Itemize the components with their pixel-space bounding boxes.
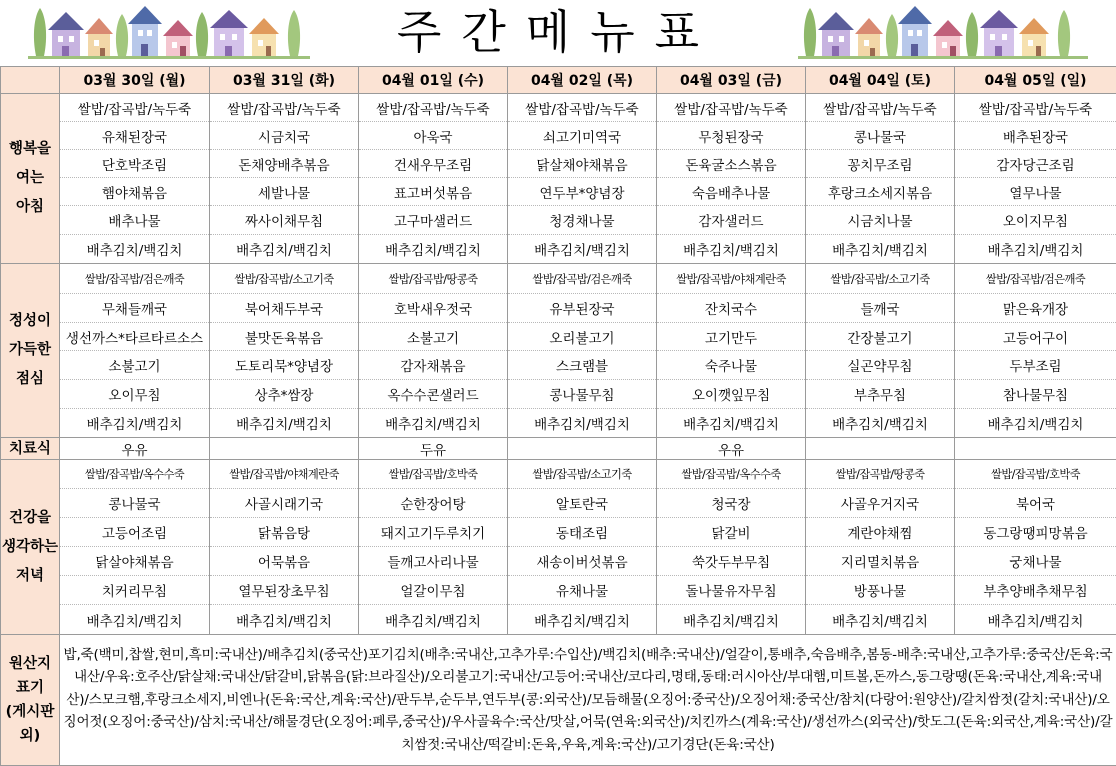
menu-item: 참나물무침 (955, 380, 1116, 409)
menu-item: 쌀밥/잡곡밥/야채계란죽 (657, 264, 806, 294)
menu-item: 쌀밥/잡곡밥/검은깨죽 (60, 264, 210, 294)
dinner-label-line: 생각하는 (1, 533, 59, 562)
menu-item: 오이깻잎무침 (657, 380, 806, 409)
menu-item: 들깨고사리나물 (359, 547, 508, 576)
origin-label (1, 635, 60, 766)
menu-item: 고등어구이 (955, 323, 1116, 351)
lunch-label-line: 가득한 (1, 336, 59, 365)
menu-item: 열무된장초무침 (210, 576, 359, 605)
menu-item: 치커리무침 (60, 576, 210, 605)
dinner-row (1, 518, 1116, 547)
lunch-row (1, 380, 1116, 409)
menu-item: 배추김치/백김치 (210, 605, 359, 635)
therapy-item (806, 438, 955, 460)
menu-item: 숙주나물 (657, 351, 806, 380)
menu-item: 소불고기 (60, 351, 210, 380)
breakfast-row (1, 178, 1116, 206)
lunch-label-line: 점심 (1, 365, 59, 394)
day-header: 04월 01일 (수) (359, 67, 508, 94)
breakfast-row (1, 122, 1116, 150)
menu-item: 햄야채볶음 (60, 178, 210, 206)
therapy-label: 치료식 (1, 438, 60, 460)
therapy-item: 우유 (657, 438, 806, 460)
menu-item: 배추김치/백김치 (508, 605, 657, 635)
village-illustration-right (798, 2, 1088, 62)
breakfast-label (1, 94, 60, 264)
day-header: 04월 05일 (일) (955, 67, 1116, 94)
origin-text: 밥,죽(백미,찹쌀,현미,흑미:국내산)/배추김치(중국산)포기김치(배추:국내산,고추가루:수입산)/백김치(배추:국내산)/얼갈이,통배추,숙음배추,봄동-배추:국내산,고추가루:중국산/돈육:국내산/우육:호주산/닭살채:국내산/닭갈비,닭볶음(닭:브라질산)/오리불고기:국내산/고등어:국내산/코다리,명태,동태:러시아산/부대햄,미트볼,돈까스,동그랑땡(돈육:국내산,계육:국내산)/스모크햄,후랑크소세지,비엔나(돈육:국산,계육:국산)/판두부,순두부,연두부(콩:외국산)/모듬해물(오징어:중국산)/오징어채:중국산/참치(다랑어:원양산)/갈치쌈젓(갈치:국내산)/오징어젓(오징어:중국산)/삼치:국내산/해물경단(오징어:페루,중국산)/우사골육수:국산/맛살,어묵(연육:외국산)/치킨까스(계육:국산)/생선까스(외국산)/핫도그(돈육:외국산,계육:국산)/갈치쌈젓:국내산/떡갈비:돈육,우육,계육:국산)/고기경단(돈육:국산) (60, 635, 1116, 766)
menu-item: 도토리묵*양념장 (210, 351, 359, 380)
menu-item: 부추무침 (806, 380, 955, 409)
menu-item: 얼갈이무침 (359, 576, 508, 605)
menu-item: 콩나물국 (60, 489, 210, 518)
menu-item: 북어국 (955, 489, 1116, 518)
menu-item: 쌀밥/잡곡밥/땅콩죽 (806, 460, 955, 489)
menu-item: 세발나물 (210, 178, 359, 206)
menu-item: 배추김치/백김치 (359, 605, 508, 635)
dinner-row (1, 576, 1116, 605)
menu-item: 쌀밥/잡곡밥/야채계란죽 (210, 460, 359, 489)
lunch-row (1, 264, 1116, 294)
menu-item: 숙음배추나물 (657, 178, 806, 206)
menu-item: 배추김치/백김치 (657, 605, 806, 635)
menu-item: 두부조림 (955, 351, 1116, 380)
menu-item: 감자채볶음 (359, 351, 508, 380)
menu-item: 생선까스*타르타르소스 (60, 323, 210, 351)
breakfast-label-line: 여는 (1, 164, 59, 193)
menu-item: 쇠고기미역국 (508, 122, 657, 150)
header (0, 0, 1116, 66)
breakfast-row (1, 235, 1116, 264)
breakfast-row (1, 206, 1116, 235)
day-header-row (1, 67, 1116, 94)
menu-item: 오리불고기 (508, 323, 657, 351)
menu-item: 유부된장국 (508, 294, 657, 323)
menu-item: 닭볶음탕 (210, 518, 359, 547)
menu-item: 배추김치/백김치 (806, 605, 955, 635)
menu-item: 쌀밥/잡곡밥/녹두죽 (359, 94, 508, 122)
menu-item: 고등어조림 (60, 518, 210, 547)
menu-item: 배추김치/백김치 (806, 235, 955, 264)
menu-item: 닭살채야채볶음 (508, 150, 657, 178)
lunch-row (1, 351, 1116, 380)
menu-item: 쌀밥/잡곡밥/검은깨죽 (955, 264, 1116, 294)
menu-item: 간장불고기 (806, 323, 955, 351)
menu-item: 배추김치/백김치 (359, 235, 508, 264)
menu-item: 닭살야채볶음 (60, 547, 210, 576)
menu-item: 쌀밥/잡곡밥/호박죽 (955, 460, 1116, 489)
menu-item: 쌀밥/잡곡밥/호박죽 (359, 460, 508, 489)
menu-item: 돼지고기두루치기 (359, 518, 508, 547)
origin-label-line: (게시판 (1, 700, 59, 724)
menu-item: 돌나물유자무침 (657, 576, 806, 605)
menu-item: 배추김치/백김치 (60, 605, 210, 635)
dinner-label-line: 건강을 (1, 504, 59, 533)
menu-item: 쌀밥/잡곡밥/녹두죽 (806, 94, 955, 122)
menu-item: 짜사이채무침 (210, 206, 359, 235)
lunch-row (1, 409, 1116, 438)
dinner-row (1, 605, 1116, 635)
menu-item: 시금치국 (210, 122, 359, 150)
menu-item: 쌀밥/잡곡밥/소고기죽 (806, 264, 955, 294)
therapy-item: 우유 (60, 438, 210, 460)
menu-item: 오이지무침 (955, 206, 1116, 235)
menu-item: 오이무침 (60, 380, 210, 409)
menu-item: 북어채두부국 (210, 294, 359, 323)
menu-item: 배추김치/백김치 (508, 235, 657, 264)
menu-item: 잔치국수 (657, 294, 806, 323)
day-header: 03월 31일 (화) (210, 67, 359, 94)
menu-item: 실곤약무침 (806, 351, 955, 380)
menu-item: 돈육굴소스볶음 (657, 150, 806, 178)
day-header: 04월 04일 (토) (806, 67, 955, 94)
therapy-item (955, 438, 1116, 460)
menu-item: 단호박조림 (60, 150, 210, 178)
lunch-row (1, 323, 1116, 351)
therapy-item: 두유 (359, 438, 508, 460)
menu-item: 쌀밥/잡곡밥/검은깨죽 (508, 264, 657, 294)
menu-item: 배추김치/백김치 (955, 235, 1116, 264)
origin-label-line: 표기 (1, 676, 59, 700)
menu-item: 열무나물 (955, 178, 1116, 206)
menu-item: 배추김치/백김치 (806, 409, 955, 438)
menu-item: 콩나물국 (806, 122, 955, 150)
dinner-row (1, 460, 1116, 489)
menu-item: 후랑크소세지볶음 (806, 178, 955, 206)
menu-item: 동그랑땡피망볶음 (955, 518, 1116, 547)
menu-item: 감자당근조림 (955, 150, 1116, 178)
dinner-label (1, 460, 60, 635)
menu-item: 궁채나물 (955, 547, 1116, 576)
menu-item: 배추된장국 (955, 122, 1116, 150)
menu-item: 쌀밥/잡곡밥/땅콩죽 (359, 264, 508, 294)
page-title: 주간메뉴표 (0, 2, 1116, 62)
breakfast-label-line: 아침 (1, 193, 59, 222)
menu-item: 무청된장국 (657, 122, 806, 150)
menu-item: 불맛돈육볶음 (210, 323, 359, 351)
menu-item: 유채나물 (508, 576, 657, 605)
menu-item: 콩나물무침 (508, 380, 657, 409)
menu-item: 배추김치/백김치 (955, 409, 1116, 438)
dinner-row (1, 489, 1116, 518)
menu-item: 쌀밥/잡곡밥/옥수수죽 (60, 460, 210, 489)
menu-item: 돈채양배추볶음 (210, 150, 359, 178)
menu-item: 시금치나물 (806, 206, 955, 235)
menu-item: 배추김치/백김치 (508, 409, 657, 438)
menu-item: 호박새우젓국 (359, 294, 508, 323)
corner-cell (1, 67, 60, 94)
menu-item: 순한장어탕 (359, 489, 508, 518)
menu-item: 알토란국 (508, 489, 657, 518)
menu-item: 사골시래기국 (210, 489, 359, 518)
menu-item: 청경채나물 (508, 206, 657, 235)
menu-item: 쌀밥/잡곡밥/녹두죽 (657, 94, 806, 122)
menu-item: 맑은육개장 (955, 294, 1116, 323)
day-header: 03월 30일 (월) (60, 67, 210, 94)
menu-item: 연두부*양념장 (508, 178, 657, 206)
menu-item: 쌀밥/잡곡밥/소고기죽 (210, 264, 359, 294)
menu-item: 배추나물 (60, 206, 210, 235)
menu-item: 건새우무조림 (359, 150, 508, 178)
menu-item: 무채들깨국 (60, 294, 210, 323)
menu-item: 감자샐러드 (657, 206, 806, 235)
lunch-label-line: 정성이 (1, 307, 59, 336)
weekly-menu-table (0, 66, 1116, 766)
menu-item: 쌀밥/잡곡밥/녹두죽 (210, 94, 359, 122)
breakfast-label-line: 행복을 (1, 135, 59, 164)
menu-item: 부추양배추채무침 (955, 576, 1116, 605)
menu-item: 계란야채찜 (806, 518, 955, 547)
menu-item: 유채된장국 (60, 122, 210, 150)
menu-item: 고기만두 (657, 323, 806, 351)
menu-item: 쌀밥/잡곡밥/녹두죽 (60, 94, 210, 122)
day-header: 04월 02일 (목) (508, 67, 657, 94)
menu-item: 아욱국 (359, 122, 508, 150)
menu-item: 스크램블 (508, 351, 657, 380)
origin-label-line: 외) (1, 724, 59, 748)
lunch-row (1, 294, 1116, 323)
menu-item: 쌀밥/잡곡밥/옥수수죽 (657, 460, 806, 489)
dinner-label-line: 저녁 (1, 562, 59, 591)
menu-item: 배추김치/백김치 (210, 235, 359, 264)
menu-item: 새송이버섯볶음 (508, 547, 657, 576)
menu-item: 쌀밥/잡곡밥/녹두죽 (955, 94, 1116, 122)
menu-item: 표고버섯볶음 (359, 178, 508, 206)
menu-item: 쑥갓두부무침 (657, 547, 806, 576)
breakfast-row (1, 94, 1116, 122)
lunch-label (1, 264, 60, 438)
therapy-item (508, 438, 657, 460)
therapy-item (210, 438, 359, 460)
menu-item: 사골우거지국 (806, 489, 955, 518)
day-header: 04월 03일 (금) (657, 67, 806, 94)
therapy-row (1, 438, 1116, 460)
menu-item: 상추*쌈장 (210, 380, 359, 409)
menu-item: 배추김치/백김치 (60, 409, 210, 438)
menu-item: 배추김치/백김치 (657, 235, 806, 264)
menu-item: 들깨국 (806, 294, 955, 323)
menu-item: 닭갈비 (657, 518, 806, 547)
breakfast-row (1, 150, 1116, 178)
menu-item: 어묵볶음 (210, 547, 359, 576)
menu-item: 배추김치/백김치 (359, 409, 508, 438)
menu-item: 배추김치/백김치 (60, 235, 210, 264)
menu-item: 꽁치무조림 (806, 150, 955, 178)
menu-item: 배추김치/백김치 (210, 409, 359, 438)
menu-item: 청국장 (657, 489, 806, 518)
dinner-row (1, 547, 1116, 576)
menu-item: 배추김치/백김치 (657, 409, 806, 438)
menu-item: 쌀밥/잡곡밥/소고기죽 (508, 460, 657, 489)
menu-item: 소불고기 (359, 323, 508, 351)
menu-item: 방풍나물 (806, 576, 955, 605)
menu-item: 지리멸치볶음 (806, 547, 955, 576)
origin-row (1, 635, 1116, 766)
menu-item: 동태조림 (508, 518, 657, 547)
menu-item: 쌀밥/잡곡밥/녹두죽 (508, 94, 657, 122)
menu-item: 옥수수콘샐러드 (359, 380, 508, 409)
menu-item: 고구마샐러드 (359, 206, 508, 235)
menu-item: 배추김치/백김치 (955, 605, 1116, 635)
origin-label-line: 원산지 (1, 652, 59, 676)
